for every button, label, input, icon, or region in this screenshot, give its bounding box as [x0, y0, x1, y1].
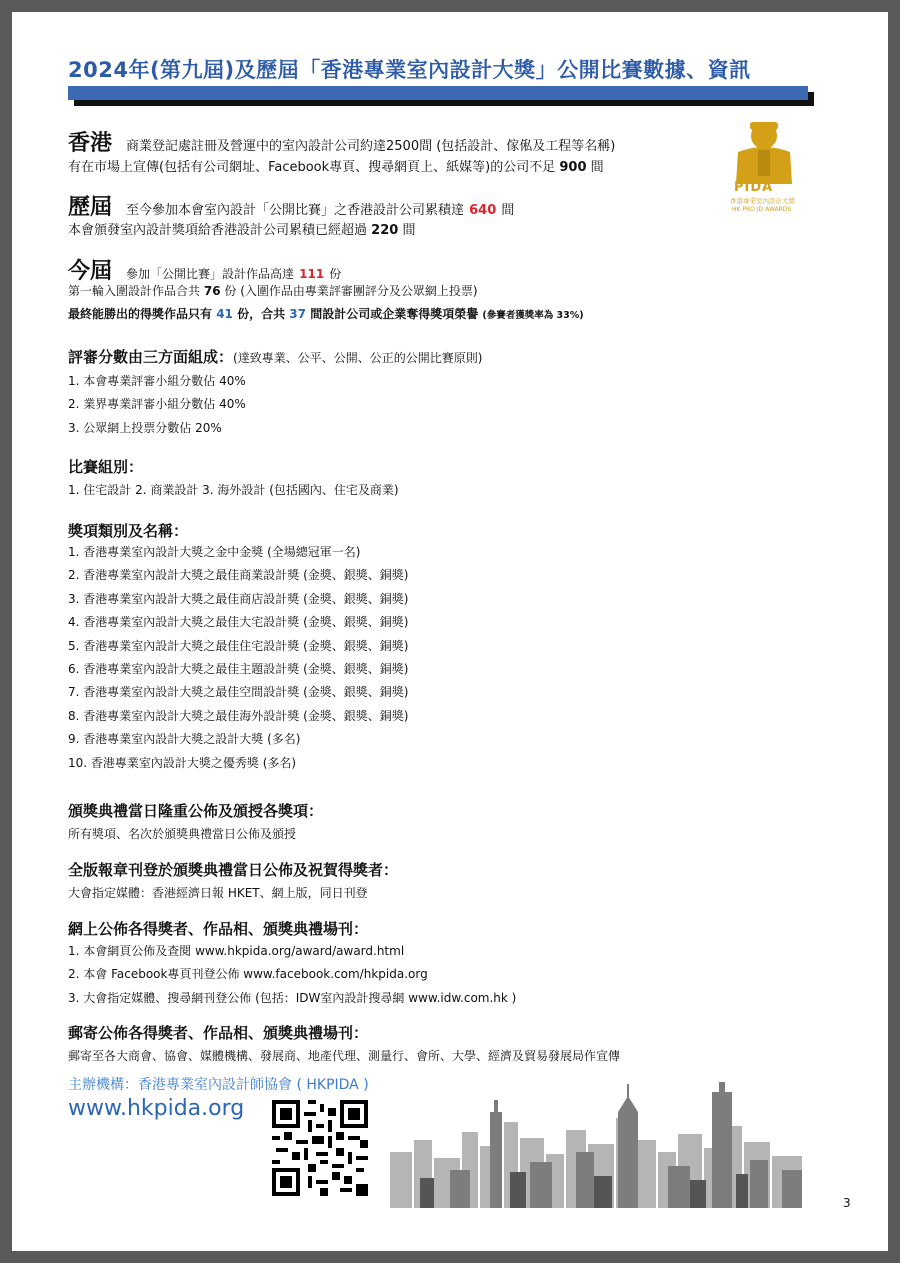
past-section [68, 190, 514, 221]
website-link[interactable]: www.hkpida.org [68, 1096, 245, 1121]
past-line2 [68, 219, 415, 238]
ceremony-line: 所有獎項、名次於頒獎典禮當日公佈及頒授 [68, 827, 297, 841]
current-line3 [68, 305, 584, 322]
online-publish-item: 1. 本會網頁公佈及查閱 www.hkpida.org/award/award.html [68, 944, 405, 958]
scoring-item: 1. 本會專業評審小組分數佔 40% [68, 374, 246, 388]
hong-kong-skyline-image [390, 1082, 802, 1208]
past-participant-count: 640 [469, 203, 497, 218]
award-item: 1. 香港專業室內設計大獎之金中金獎 (全場總冠軍一名) [68, 545, 361, 559]
hk-line1: 商業登記處註冊及營運中的室內設計公司約達2500間 (包括設計、傢俬及工程等名稱) [126, 139, 616, 154]
current-label: 今屆 [68, 259, 113, 284]
past-label: 歷屆 [68, 195, 113, 220]
logo-mark: PIDA [734, 180, 774, 195]
newspaper-heading: 全版報章刊登於頒獎典禮當日公佈及祝賀得獎者： [68, 861, 399, 879]
current-line1-unit: 份 [329, 267, 342, 281]
qr-code-icon[interactable] [272, 1100, 368, 1196]
mail-heading: 郵寄公佈各得獎者、作品相、頒獎典禮場刊： [68, 1024, 369, 1042]
award-item: 7. 香港專業室內設計大獎之最佳空間設計獎 (金獎、銀獎、銅獎) [68, 685, 409, 700]
award-item: 8. 香港專業室內設計大獎之最佳海外設計獎 (金獎、銀獎、銅獎) [68, 708, 409, 723]
current-line3-rest: 間設計公司或企業奪得獎項榮譽 [310, 307, 479, 321]
current-line2-rest: 份 (入圍作品由專業評審團評分及公眾網上投票) [224, 284, 478, 298]
award-item: 5. 香港專業室內設計大獎之最佳住宅設計獎 (金獎、銀獎、銅獎) [68, 638, 409, 653]
hk-line2-text: 有在市場上宣傳(包括有公司網址、Facebook專頁、搜尋網頁上、紙媒等)的公司不足 [68, 160, 556, 175]
page-number: 3 [843, 1196, 851, 1210]
scoring-sub: (達致專業、公平、公開、公正的公開比賽原則) [233, 351, 483, 365]
past-award-count: 220 [371, 223, 399, 238]
award-item: 6. 香港專業室內設計大獎之最佳主題設計獎 (金獎、銀獎、銅獎) [68, 662, 409, 677]
logo-en: HK PRO ID AWARDS [732, 206, 792, 213]
current-line3-mid: 份，合共 [237, 307, 286, 321]
title-underline-bar [68, 86, 808, 100]
past-line1-text: 至今參加本會室內設計「公開比賽」之香港設計公司累積達 [126, 203, 465, 218]
groups-heading: 比賽組別： [68, 458, 144, 476]
online-heading: 網上公佈各得獎者、作品相、頒獎典禮場刊： [68, 920, 369, 938]
online-list [68, 940, 516, 1010]
award-item: 3. 香港專業室內設計大獎之最佳商店設計獎 (金獎、銀獎、銅獎) [68, 591, 409, 606]
award-item: 10. 香港專業室內設計大獎之優秀獎 (多名) [68, 755, 297, 770]
current-line2 [68, 282, 478, 299]
logo-cn: 香港專業室內設計大獎 [730, 197, 795, 205]
organizer-text: 主辦機構：香港專業室內設計師協會 ( HKPIDA ) [68, 1077, 369, 1093]
hk-company-count: 900 [559, 160, 587, 175]
current-line1-text: 參加「公開比賽」設計作品高達 [126, 267, 295, 281]
scoring-item: 2. 業界專業評審小組分數佔 40% [68, 397, 246, 412]
hk-line2 [68, 156, 604, 175]
pida-logo [722, 112, 806, 222]
hk-section [68, 126, 615, 157]
mail-line: 郵寄至各大商會、協會、媒體機構、發展商、地產代理、測量行、會所、大學、經濟及貿易發展局作宣傳 [68, 1049, 621, 1063]
online-publish-item: 2. 本會 Facebook專頁刊登公佈 www.facebook.com/hkpida.org [68, 967, 428, 982]
current-section [68, 254, 341, 285]
scoring-list [68, 370, 246, 440]
page-title: 2024年(第九屆)及歷屆「香港專業室內設計大獎」公開比賽數據、資訊 [68, 58, 751, 82]
current-line3-text: 最終能勝出的得獎作品只有 [68, 307, 213, 321]
past-line2-unit: 間 [402, 223, 416, 238]
newspaper-line: 大會指定媒體：香港經濟日報 HKET、網上版，同日刊登 [68, 886, 368, 900]
scoring-heading-line [68, 346, 482, 367]
award-item: 9. 香港專業室內設計大獎之設計大獎 (多名) [68, 732, 301, 747]
current-company-count: 37 [289, 307, 306, 321]
current-shortlist-count: 76 [203, 284, 221, 298]
past-line1-unit: 間 [501, 203, 515, 218]
past-line2-text: 本會頒發室內設計獎項給香港設計公司累積已經超過 [68, 223, 368, 238]
current-win-rate-note: (參賽者獲獎率為 33%) [482, 310, 584, 321]
award-item: 4. 香港專業室內設計大獎之最佳大宅設計獎 (金獎、銀獎、銅獎) [68, 615, 409, 630]
hk-line2-unit: 間 [590, 160, 604, 175]
current-entry-count: 111 [299, 267, 325, 281]
current-winner-count: 41 [216, 307, 233, 321]
scoring-heading: 評審分數由三方面組成： [68, 348, 234, 366]
scoring-item: 3. 公眾網上投票分數佔 20% [68, 420, 222, 435]
online-publish-item: 3. 大會指定媒體、搜尋網刊登公佈 (包括：IDW室內設計搜尋網 www.idw.com.hk ) [68, 990, 517, 1005]
current-line2-text: 第一輪入圍設計作品合共 [68, 284, 201, 298]
awards-heading: 獎項類別及名稱： [68, 522, 189, 540]
award-item: 2. 香港專業室內設計大獎之最佳商業設計獎 (金獎、銀獎、銅獎) [68, 568, 409, 583]
hk-label: 香港 [68, 131, 113, 156]
groups-line: 1. 住宅設計 2. 商業設計 3. 海外設計 (包括國內、住宅及商業) [68, 483, 399, 497]
awards-list [68, 541, 408, 775]
ceremony-heading: 頒獎典禮當日隆重公佈及頒授各獎項： [68, 802, 324, 820]
